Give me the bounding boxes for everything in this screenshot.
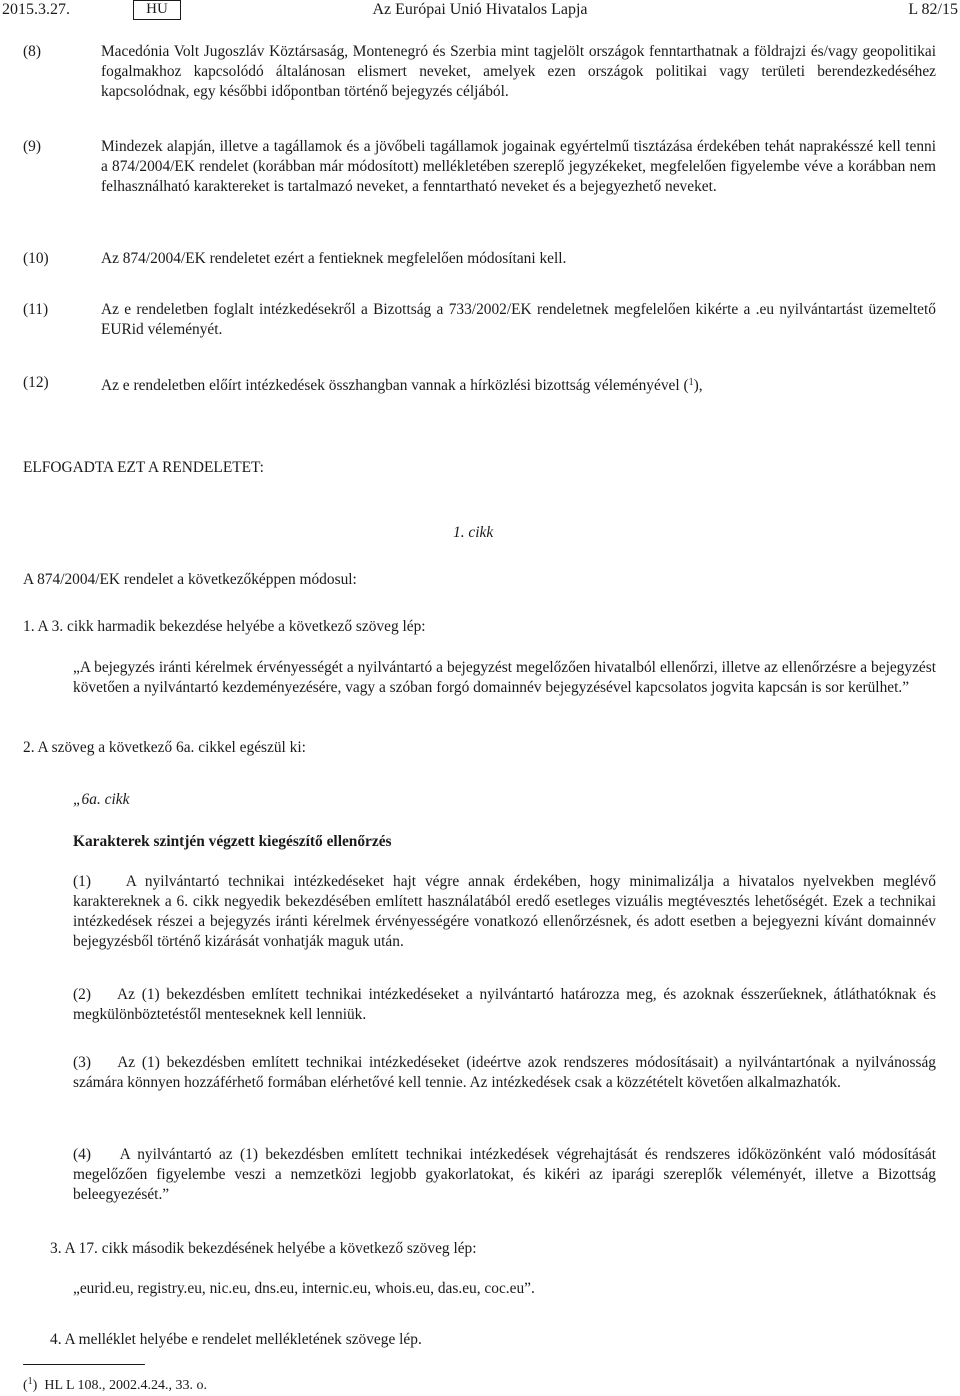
recital-number: (11) <box>23 301 49 318</box>
point-intro: 3. A 17. cikk második bekezdésének helyébe a következő szöveg lép: <box>50 1240 477 1257</box>
inserted-article-heading: Karakterek szintjén végzett kiegészítő ellenőrzés <box>73 833 392 850</box>
amendment-intro: A 874/2004/EK rendelet a következőképpen módosul: <box>23 571 357 588</box>
inserted-paragraph: (4) A nyilvántartó az (1) bekezdésben említett technikai intézkedések végrehajtását és rendszeres időközönként való módosítását megelőzően figyelembe veszi a nemzetközi legjobb gyakorlatokat, és kikéri az iparági szereplők véleményét, illetve a Bizottság beleegyezését.” <box>73 1146 940 1203</box>
footnote-separator <box>23 1364 145 1365</box>
point-intro: 1. A 3. cikk harmadik bekezdése helyébe a következő szöveg lép: <box>23 618 426 635</box>
recital-number: (9) <box>23 138 41 155</box>
recital-text <box>101 373 936 396</box>
footnote-marker: 1 <box>27 1376 33 1387</box>
recital-text: Mindezek alapján, illetve a tagállamok és a jövőbeli tagállamok jogainak egyértelmű tisztázása érdekében tehát naprakésszé kell tenni a 874/2004/EK rendelet (korábban már módosított) mellékletében szereplő jegyzékeket, megfelelően figyelembe véve a korábban nem felhasználható karaktereket is tartalmazó neveket, a fenntartható neveket és a bejegyezhető neveket. <box>101 138 936 195</box>
point-intro: 2. A szöveg a következő 6a. cikkel egészül ki: <box>23 739 306 756</box>
recital-text: Az e rendeletben foglalt intézkedésekről a Bizottság a 733/2002/EK rendeletnek megfelelően kikérte a .eu nyilvántartást üzemeltető EURid véleményét. <box>101 301 936 338</box>
inserted-article-label: „6a. cikk <box>73 791 130 808</box>
quoted-text: „A bejegyzés iránti kérelmek érvényességét a nyilvántartó a bejegyzést megelőzően hivatalból ellenőrzi, illetve az ellenőrzésre a bejegyzést követően a nyilvántartó kezdeményezésére, vagy a szóban forgó domainnév bejegyzésével kapcsolatos jogvita kapcsán is sor kerülhet.” <box>73 659 936 696</box>
recital-text: Macedónia Volt Jugoszláv Köztársaság, Montenegró és Szerbia mint tagjelölt országok fenntarthatnak a földrajzi és/vagy geopolitikai fogalmakhoz kapcsolódó általánosan elismert neveket, amelyek ezen országok politikai vagy területi berendezkedéséhez kapcsolódnak, egy későbbi időpontban történő bejegyzés céljából. <box>101 43 936 100</box>
recital-text-start: Az e rendeletben előírt intézkedések összhangban vannak a hírközlési bizottság véleményével ( <box>101 377 689 394</box>
language-badge: HU <box>133 0 181 20</box>
page-number: L 82/15 <box>908 1 958 18</box>
enacting-formula: ELFOGADTA EZT A RENDELETET: <box>23 459 264 476</box>
journal-title: Az Európai Unió Hivatalos Lapja <box>372 1 588 18</box>
article-title: 1. cikk <box>453 524 494 541</box>
footnote-text: HL L 108., 2002.4.24., 33. o. <box>44 1378 208 1393</box>
footnote: ($^1$) HL L 108., 2002.4.24., 33. o. <box>23 1376 208 1393</box>
inserted-paragraph: (1) A nyilvántartó technikai intézkedéseket hajt végre annak érdekében, hogy minimalizálja a hivatalos nyelvekben meglévő karaktereknek a 6. cikk negyedik bekezdésében említett használatából eredő esetleges vizuális megtévesztés lehetőségét. Ezek a technikai intézkedések részei a bejegyzés iránti kérelmek érvényességére vonatkozó ellenőrzésnek, és adott esetben a bejegyezni kívánt domainnév bejegyzésből történő kizárását vonhatják maguk után. <box>73 873 940 950</box>
recital-number: (8) <box>23 43 41 60</box>
recital-number: (12) <box>23 374 49 391</box>
recital-number: (10) <box>23 250 49 267</box>
footnote-reference[interactable]: 1 <box>688 377 694 388</box>
recital-text-end: ), <box>693 377 703 394</box>
header-date: 2015.3.27. <box>2 1 70 18</box>
inserted-paragraph: (2) Az (1) bekezdésben említett technikai intézkedéseket a nyilvántartó határozza meg, és azoknak ésszerűeknek, átláthatóknak és megkülönböztetéstől menteseknek kell lenniük. <box>73 986 940 1023</box>
quoted-text: „eurid.eu, registry.eu, nic.eu, dns.eu, internic.eu, whois.eu, das.eu, coc.eu”. <box>73 1280 535 1297</box>
recital-text: Az 874/2004/EK rendeletet ezért a fentieknek megfelelően módosítani kell. <box>101 250 567 267</box>
inserted-paragraph: (3) Az (1) bekezdésben említett technikai intézkedéseket (ideértve azok rendszeres módosításait) a nyilvántartónak a nyilvánosság számára könnyen hozzáférhető formában elérhetővé kell tennie. Az intézkedések csak a közzétételt követően alkalmazhatók. <box>73 1054 940 1091</box>
point-intro: 4. A melléklet helyébe e rendelet mellékletének szövege lép. <box>50 1331 422 1348</box>
